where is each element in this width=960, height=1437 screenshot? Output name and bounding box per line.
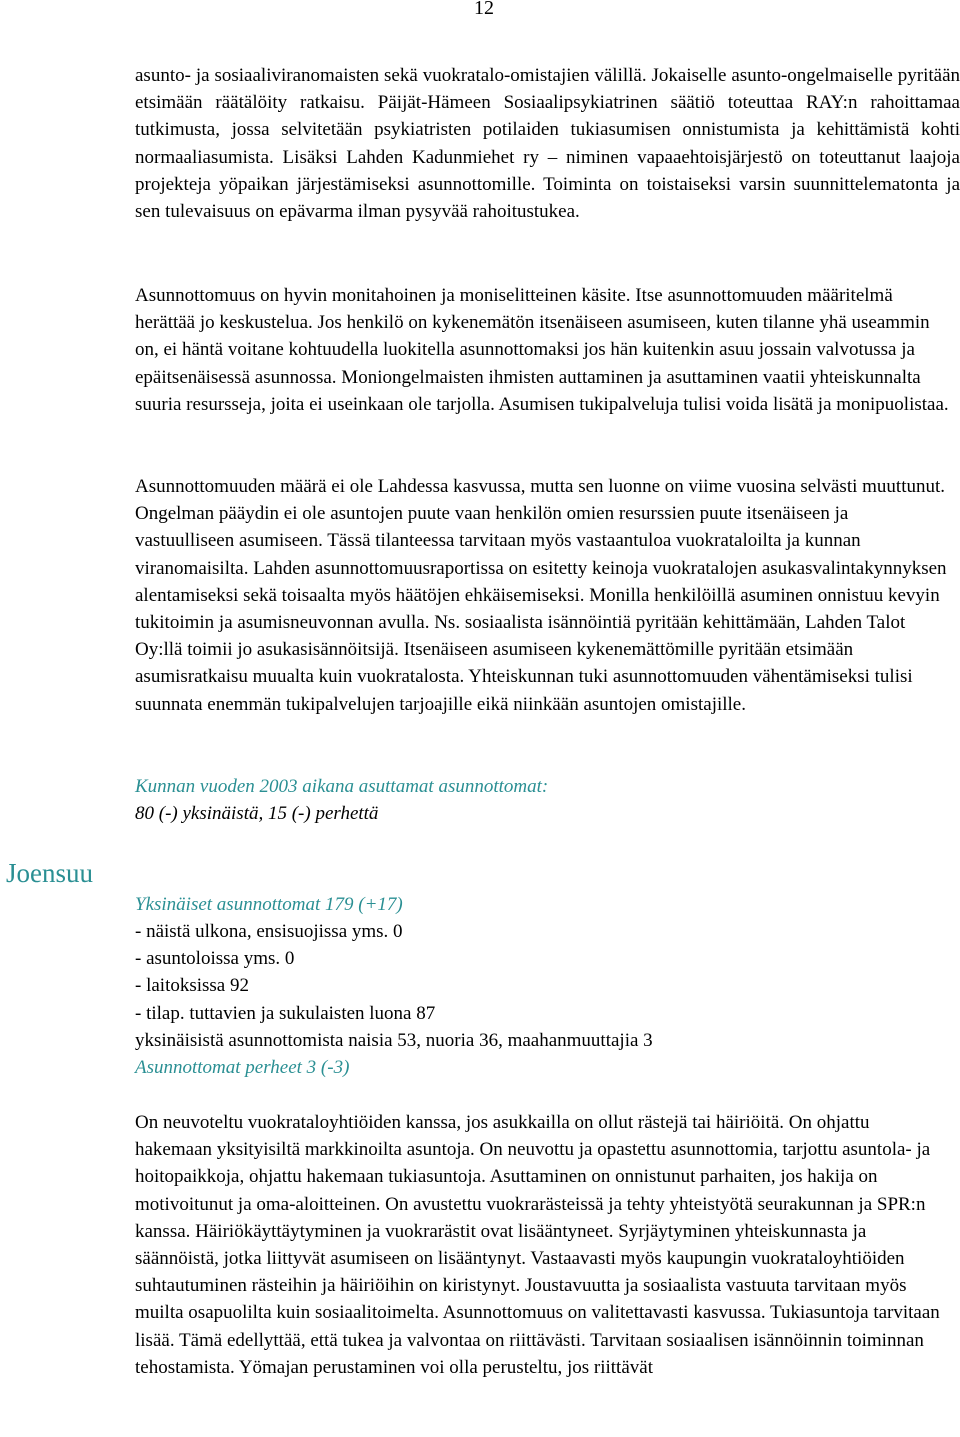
page-number: 12 [474, 0, 494, 19]
list-item: - asuntoloissa yms. 0 [135, 948, 295, 970]
housed-heading: Kunnan vuoden 2003 aikana asuttamat asunnottomat: [135, 776, 549, 797]
list-item: - tilap. tuttavien ja sukulaisten luona 87 [135, 1002, 436, 1024]
list-item: yksinäisistä asunnottomista naisia 53, nuoria 36, maahanmuuttajia 3 [135, 1029, 653, 1051]
lahti-paragraph-2: Asunnottomuus on hyvin monitahoinen ja moniselitteinen käsite. Itse asunnottomuuden määritelmä herättää jo keskustelua. Jos henkilö on kykenemätön itsenäiseen asumiseen, kuten tilanne yhä useammin on, ei häntä voitane kohtuudella luokitella asunnottomaksi jos hän kuitenkin asuu jossain valvotussa ja epäitsenäisessä asunnossa. Moniongelmaisten ihmisten auttaminen ja asuttaminen vaatii yhteiskunnalta suuria resursseja, joita ei useinkaan ole tarjolla. Asumisen tukipalveluja tulisi voida lisätä ja monipuolistaa. [135, 285, 949, 415]
housed-counts: 80 (-) yksinäistä, 15 (-) perhettä [135, 803, 379, 824]
families-line: Asunnottomat perheet 3 (-3) [135, 1057, 350, 1078]
lahti-paragraph-1: asunto- ja sosiaaliviranomaisten sekä vuokratalo-omistajien välillä. Jokaiselle asunto-ongelmaiselle pyritään etsimään räätälöity ratkaisu. Päijät-Hämeen Sosiaalipsykiatrinen säätiö toteuttaa RAY:n rahoittamaa tutkimusta, jossa selvitetään psykiatristen potilaiden tukiasumisen onnistumista ja kehittämistä kohti normaaliasumista. Lisäksi Lahden Kadunmiehet ry – niminen vapaaehtoisjärjestö on toteuttanut laajoja projekteja yöpaikan järjestämiseksi asunnottomille. Toiminta on toistaiseksi varsin suunnittelematonta ja sen tulevaisuus on epävarma ilman pysyvää rahoitustukea. [135, 65, 960, 223]
list-item: - näistä ulkona, ensisuojissa yms. 0 [135, 921, 403, 942]
joensuu-paragraph-1: On neuvoteltu vuokrataloyhtiöiden kanssa, jos asukkailla on ollut rästejä tai häiriöitä. On ohjattu hakemaan yksityisiltä markkinoilta asuntoja. On neuvottu ja opastettu asunnottomia, tarjottu asuntola- ja hoitopaikkoja, ohjattu hakemaan tukiasuntoja. Asuttaminen on onnistunut parhaiten, jos hakija on motivoitunut ja oma-aloitteinen. On avustettu vuokrarästeissä ja tehty yhteistyötä seurakunnan ja SPR:n kanssa. Häiriökäyttäytyminen ja vuokrarästit ovat lisääntyneet. Syrjäytyminen yhteiskunnasta ja säännöistä, jotka liittyvät asumiseen on lisääntynyt. Vastaavasti myös kaupungin vuokrataloyhtiöiden suhtautuminen rästeihin ja häiriöihin on kiristynyt. Joustavuutta ja sosiaalista vastuuta tarvitaan myös muilta osapuolilta kuin sosiaalitoimelta. Asunnottomuus on valitettavasti kasvussa. Tukiasuntoja tarvitaan lisää. Tämä edellyttää, että tukea ja valvontaa on riittävästi. Tarvitaan sosiaalisen isännöinnin toiminnan tehostamista. Yömajan perustaminen voi olla perusteltu, jos riittävät [135, 1112, 940, 1378]
singles-list [135, 918, 960, 1054]
singles-heading: Yksinäiset asunnottomat 179 (+17) [135, 894, 403, 915]
lahti-paragraph-3: Asunnottomuuden määrä ei ole Lahdessa kasvussa, mutta sen luonne on viime vuosina selvästi muuttunut. Ongelman pääydin ei ole asuntojen puute vaan henkilön omien resurssien puute itsenäiseen ja vastuulliseen asumiseen. Tässä tilanteessa tarvitaan myös vastaantuloa vuokrataloilta ja kunnan viranomaisilta. Lahden asunnottomuusraportissa on esitetty keinoja vuokratalojen asukasvalintakynnyksen alentamiseksi sekä toisaalta myös häätöjen ehkäisemiseksi. Monilla henkilöillä asuminen onnistuu kevyin tukitoimin ja asumisneuvonnan avulla. Ns. sosiaalista isännöintiä pyritään kehittämään, Lahden Talot Oy:llä toimii jo asukasisännöitsijä. Itsenäiseen asumiseen kykenemättömille pyritään etsimään asumisratkaisu muualta kuin vuokratalosta. Yhteiskunnan tuki asunnottomuuden vähentämiseksi tulisi suunnata enemmän tukipalvelujen tarjoajille eikä niinkään asuntojen omistajille. [135, 476, 947, 715]
joensuu-heading: Joensuu [6, 858, 93, 888]
list-item: - laitoksissa 92 [135, 975, 249, 997]
